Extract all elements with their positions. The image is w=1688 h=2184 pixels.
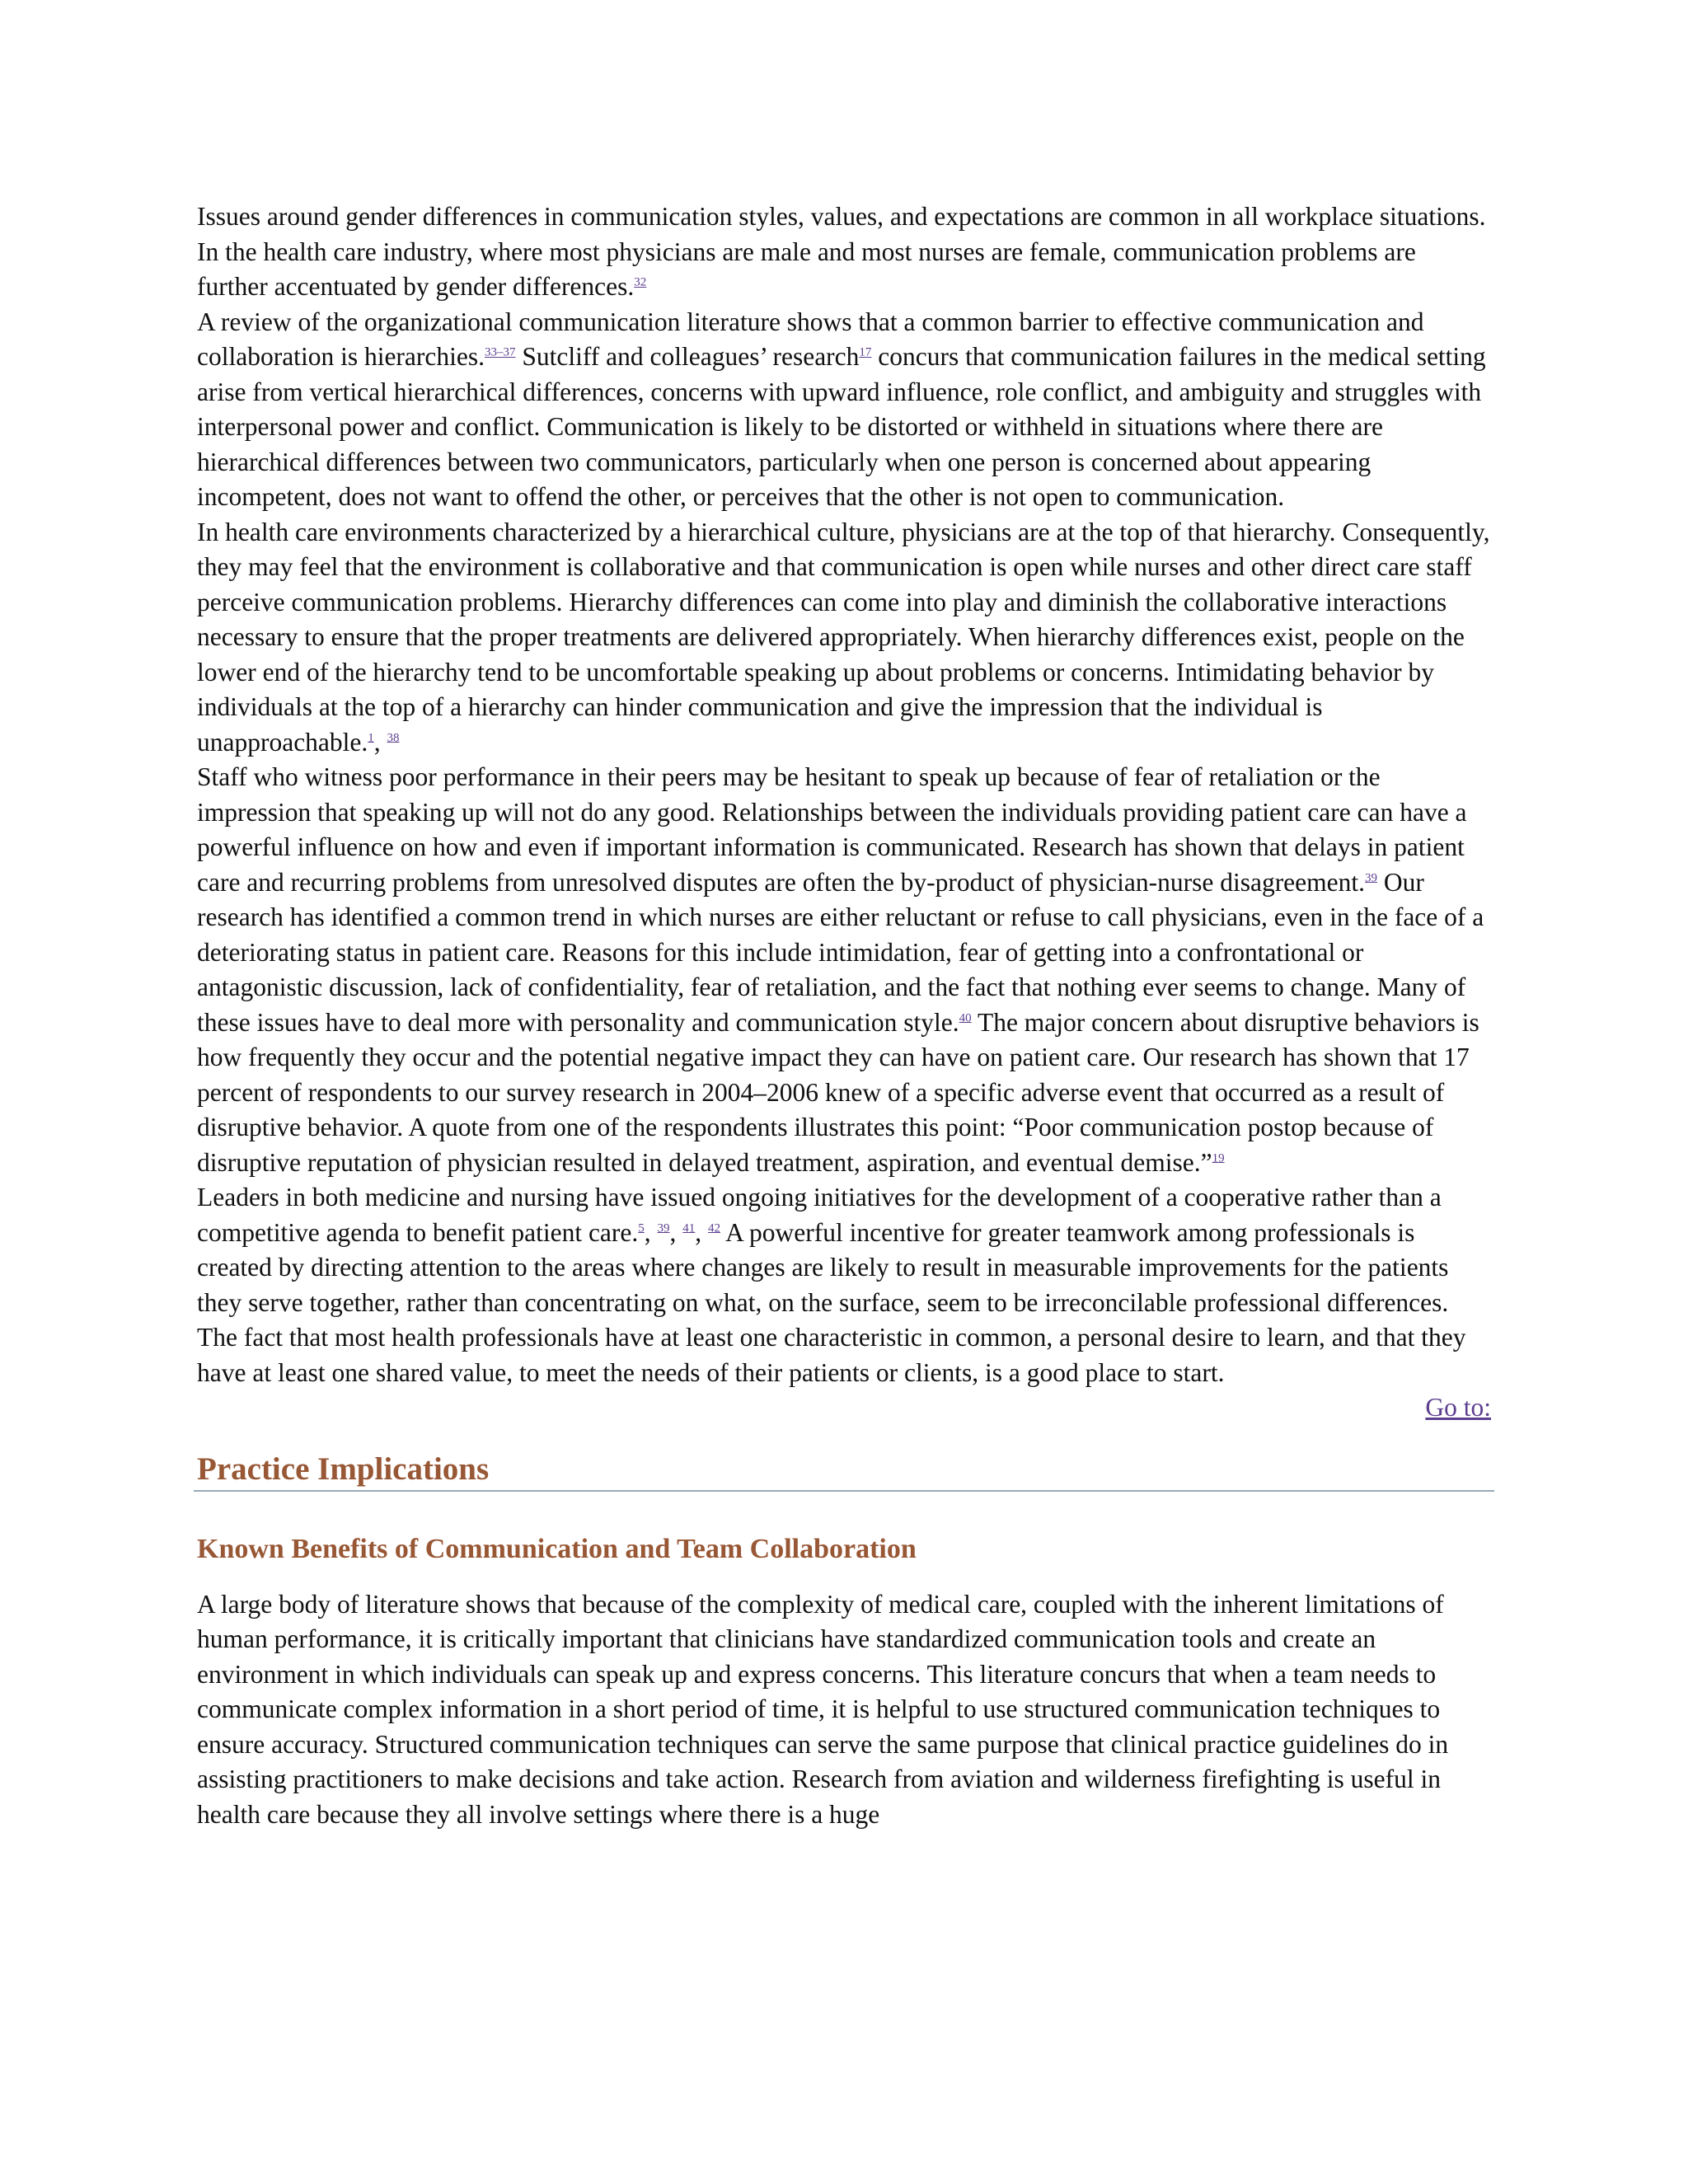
paragraph-text: A review of the organizational communication literature shows that a common barrier to effective communication and collaboration is hierarchies. xyxy=(197,307,1424,371)
citation-link[interactable]: 17 xyxy=(859,345,872,359)
body-paragraph xyxy=(197,199,1491,305)
paragraph-text: Staff who witness poor performance in their peers may be hesitant to speak up because of fear of retaliation or the impression that speaking up will not do any good. Relationships between the individuals providing patient care can have a powerful influence on how and even if important information is communicated. Research has shown that delays in patient care and recurring problems from unresolved disputes are often the by-product of physician-nurse disagreement. xyxy=(197,762,1467,897)
paragraph-text: , xyxy=(695,1217,709,1247)
citation-link[interactable]: 39 xyxy=(657,1221,670,1235)
citation-link[interactable]: 19 xyxy=(1212,1151,1225,1165)
article-body xyxy=(197,199,1491,1390)
body-paragraph xyxy=(197,760,1491,1180)
citation-link[interactable]: 38 xyxy=(387,731,400,744)
paragraph-text: , xyxy=(373,727,387,757)
paragraph-text: Leaders in both medicine and nursing have issued ongoing initiatives for the development of a cooperative rather than a competitive agenda to benefit patient care. xyxy=(197,1183,1442,1247)
paragraph-text: Our research has identified a common trend in which nurses are either reluctant or refuse to call physicians, even in the face of a deteriorating status in patient care. Reasons for this include intimidation, fear of getting into a confrontational or antagonistic discussion, lack of confidentiality, fear of retaliation, and the fact that nothing ever seems to change. Many of these issues have to deal more with personality and communication style. xyxy=(197,867,1484,1037)
subsection-heading: Known Benefits of Communication and Team Collaboration xyxy=(197,1533,917,1564)
paragraph-text: A powerful incentive for greater teamwork among professionals is created by directing attention to the areas where changes are likely to result in measurable improvements for the patients they serve together, rather than concentrating on what, on the surface, seem to be irreconcilable professional differences. The fact that most health professionals have at least one characteristic in common, a personal desire to learn, and that they have at least one shared value, to meet the needs of their patients or clients, is a good place to start. xyxy=(197,1217,1466,1387)
paragraph-text: Sutcliff and colleagues’ research xyxy=(515,342,860,371)
citation-link[interactable]: 32 xyxy=(634,275,647,289)
subsection-paragraph: A large body of literature shows that because of the complexity of medical care, coupled with the inherent limitations of human performance, it is critically important that clinicians have standardized communication tools and create an environment in which individuals can speak up and express concerns. This literature concurs that when a team needs to communicate complex information in a short period of time, it is helpful to use structured communication techniques to ensure accuracy. Structured communication techniques can serve the same purpose that clinical practice guidelines do in assisting practitioners to make decisions and take action. Research from aviation and wilderness firefighting is useful in health care because they all involve settings where there is a huge xyxy=(197,1589,1449,1829)
citation-link[interactable]: 41 xyxy=(682,1221,696,1235)
article-page xyxy=(197,199,1491,1832)
citation-link[interactable]: 39 xyxy=(1365,871,1378,884)
citation-link[interactable]: 33–37 xyxy=(485,345,516,359)
goto-link[interactable]: Go to: xyxy=(1425,1393,1491,1422)
paragraph-text: , xyxy=(644,1217,658,1247)
citation-link[interactable]: 5 xyxy=(638,1221,645,1235)
body-paragraph xyxy=(197,305,1491,515)
paragraph-text: , xyxy=(669,1217,683,1247)
paragraph-text: concurs that communication failures in the medical setting arise from vertical hierarchical differences, concerns with upward influence, role conflict, and ambiguity and struggles with interpersonal power and conflict. Communication is likely to be distorted or withheld in situations where there are hierarchical differences between two communicators, particularly when one person is concerned about appearing incompetent, does not want to offend the other, or perceives that the other is not open to communication. xyxy=(197,342,1486,511)
citation-link[interactable]: 1 xyxy=(368,731,374,744)
body-paragraph xyxy=(197,1180,1491,1390)
section-divider xyxy=(194,1490,1494,1492)
paragraph-text: The major concern about disruptive behaviors is how frequently they occur and the potential negative impact they can have on patient care. Our research has shown that 17 percent of respondents to our survey research in 2004–2006 knew of a specific adverse event that occurred as a result of disruptive behavior. A quote from one of the respondents illustrates this point: “Poor communication postop because of disruptive reputation of physician resulted in delayed treatment, aspiration, and eventual demise.” xyxy=(197,1007,1479,1177)
body-paragraph xyxy=(197,515,1491,761)
paragraph-text: In health care environments characterized by a hierarchical culture, physicians are at the top of that hierarchy. Consequently, they may feel that the environment is collaborative and that communication is open while nurses and other direct care staff perceive communication problems. Hierarchy differences can come into play and diminish the collaborative interactions necessary to ensure that the proper treatments are delivered appropriately. When hierarchy differences exist, people on the lower end of the hierarchy tend to be uncomfortable speaking up about problems or concerns. Intimidating behavior by individuals at the top of a hierarchy can hinder communication and give the impression that the individual is unapproachable. xyxy=(197,517,1490,757)
citation-link[interactable]: 42 xyxy=(708,1221,721,1235)
paragraph-text: Issues around gender differences in communication styles, values, and expectations are common in all workplace situations. In the health care industry, where most physicians are male and most nurses are female, communication problems are further accentuated by gender differences. xyxy=(197,202,1486,301)
citation-link[interactable]: 40 xyxy=(959,1011,972,1024)
section-heading: Practice Implications xyxy=(197,1451,490,1487)
goto-row xyxy=(197,1390,1491,1426)
